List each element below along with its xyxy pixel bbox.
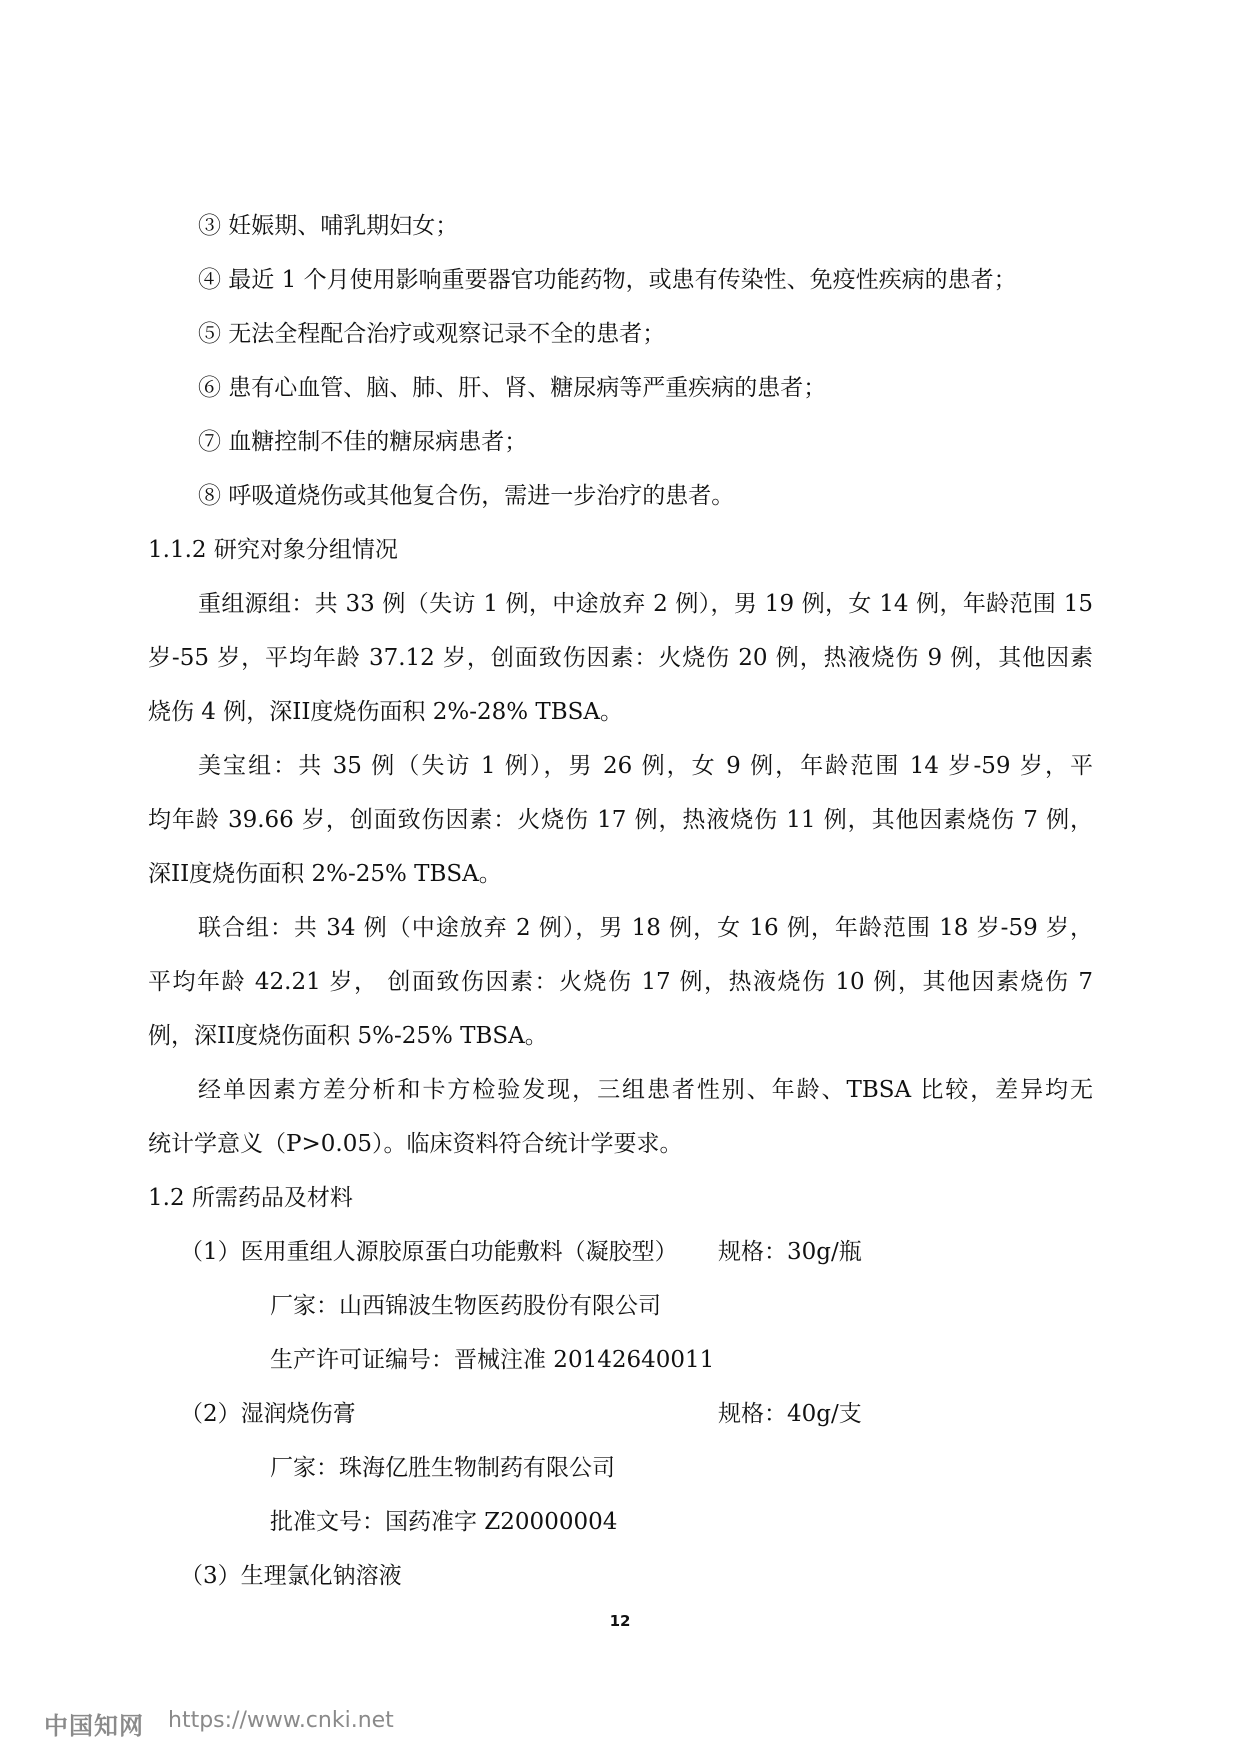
footer-brand: 中国知网: [44, 1712, 144, 1740]
paragraph-line: 联合组：共 34 例（中途放弃 2 例），男 18 例，女 16 例，年龄范围 18 岁-59 岁，: [198, 915, 1093, 941]
paragraph-line: 烧伤 4 例，深II度烧伤面积 2%-28% TBSA。: [148, 699, 624, 725]
exclusion-item: ⑧ 呼吸道烧伤或其他复合伤，需进一步治疗的患者。: [198, 483, 735, 509]
paragraph-line: 例，深II度烧伤面积 5%-25% TBSA。: [148, 1023, 548, 1049]
material-name: （2）湿润烧伤膏: [180, 1401, 356, 1427]
material-maker: 厂家：珠海亿胜生物制药有限公司: [270, 1455, 615, 1481]
paragraph-line: 深II度烧伤面积 2%-25% TBSA。: [148, 861, 502, 887]
material-license: 生产许可证编号：晋械注准 20142640011: [270, 1347, 715, 1373]
paragraph-line: 经单因素方差分析和卡方检验发现，三组患者性别、年龄、TBSA 比较，差异均无: [198, 1077, 1093, 1103]
paragraph-line: 重组源组：共 33 例（失访 1 例，中途放弃 2 例），男 19 例，女 14 例，年龄范围 15: [198, 591, 1093, 617]
section-heading-1-1-2: 1.1.2 研究对象分组情况: [148, 537, 398, 563]
paragraph-line: 统计学意义（P>0.05）。临床资料符合统计学要求。: [148, 1131, 683, 1157]
page-number: 12: [609, 1612, 631, 1630]
paragraph-line: 均年龄 39.66 岁，创面致伤因素：火烧伤 17 例，热液烧伤 11 例，其他因素烧伤 7 例，: [148, 807, 1093, 833]
exclusion-item: ③ 妊娠期、哺乳期妇女；: [198, 213, 459, 239]
material-maker: 厂家：山西锦波生物医药股份有限公司: [270, 1293, 661, 1319]
exclusion-item: ④ 最近 1 个月使用影响重要器官功能药物，或患有传染性、免疫性疾病的患者；: [198, 267, 1017, 293]
material-license: 批准文号：国药准字 Z20000004: [270, 1509, 618, 1535]
footer-url[interactable]: https://www.cnki.net: [168, 1708, 394, 1733]
exclusion-item: ⑦ 血糖控制不佳的糖尿病患者；: [198, 429, 528, 455]
paragraph-line: 平均年龄 42.21 岁， 创面致伤因素：火烧伤 17 例，热液烧伤 10 例，其他因素烧伤 7: [148, 969, 1093, 995]
material-name: （3）生理氯化钠溶液: [180, 1563, 402, 1589]
section-heading-1-2: 1.2 所需药品及材料: [148, 1185, 353, 1211]
exclusion-item: ⑥ 患有心血管、脑、肺、肝、肾、糖尿病等严重疾病的患者；: [198, 375, 827, 401]
material-spec: 规格：30g/瓶: [718, 1239, 862, 1265]
paragraph-line: 岁-55 岁，平均年龄 37.12 岁，创面致伤因素：火烧伤 20 例，热液烧伤 9 例，其他因素: [148, 645, 1093, 671]
material-spec: 规格：40g/支: [718, 1401, 862, 1427]
paragraph-line: 美宝组：共 35 例（失访 1 例），男 26 例，女 9 例，年龄范围 14 岁-59 岁，平: [198, 753, 1093, 779]
material-name: （1）医用重组人源胶原蛋白功能敷料（凝胶型）: [180, 1239, 678, 1265]
exclusion-item: ⑤ 无法全程配合治疗或观察记录不全的患者；: [198, 321, 666, 347]
